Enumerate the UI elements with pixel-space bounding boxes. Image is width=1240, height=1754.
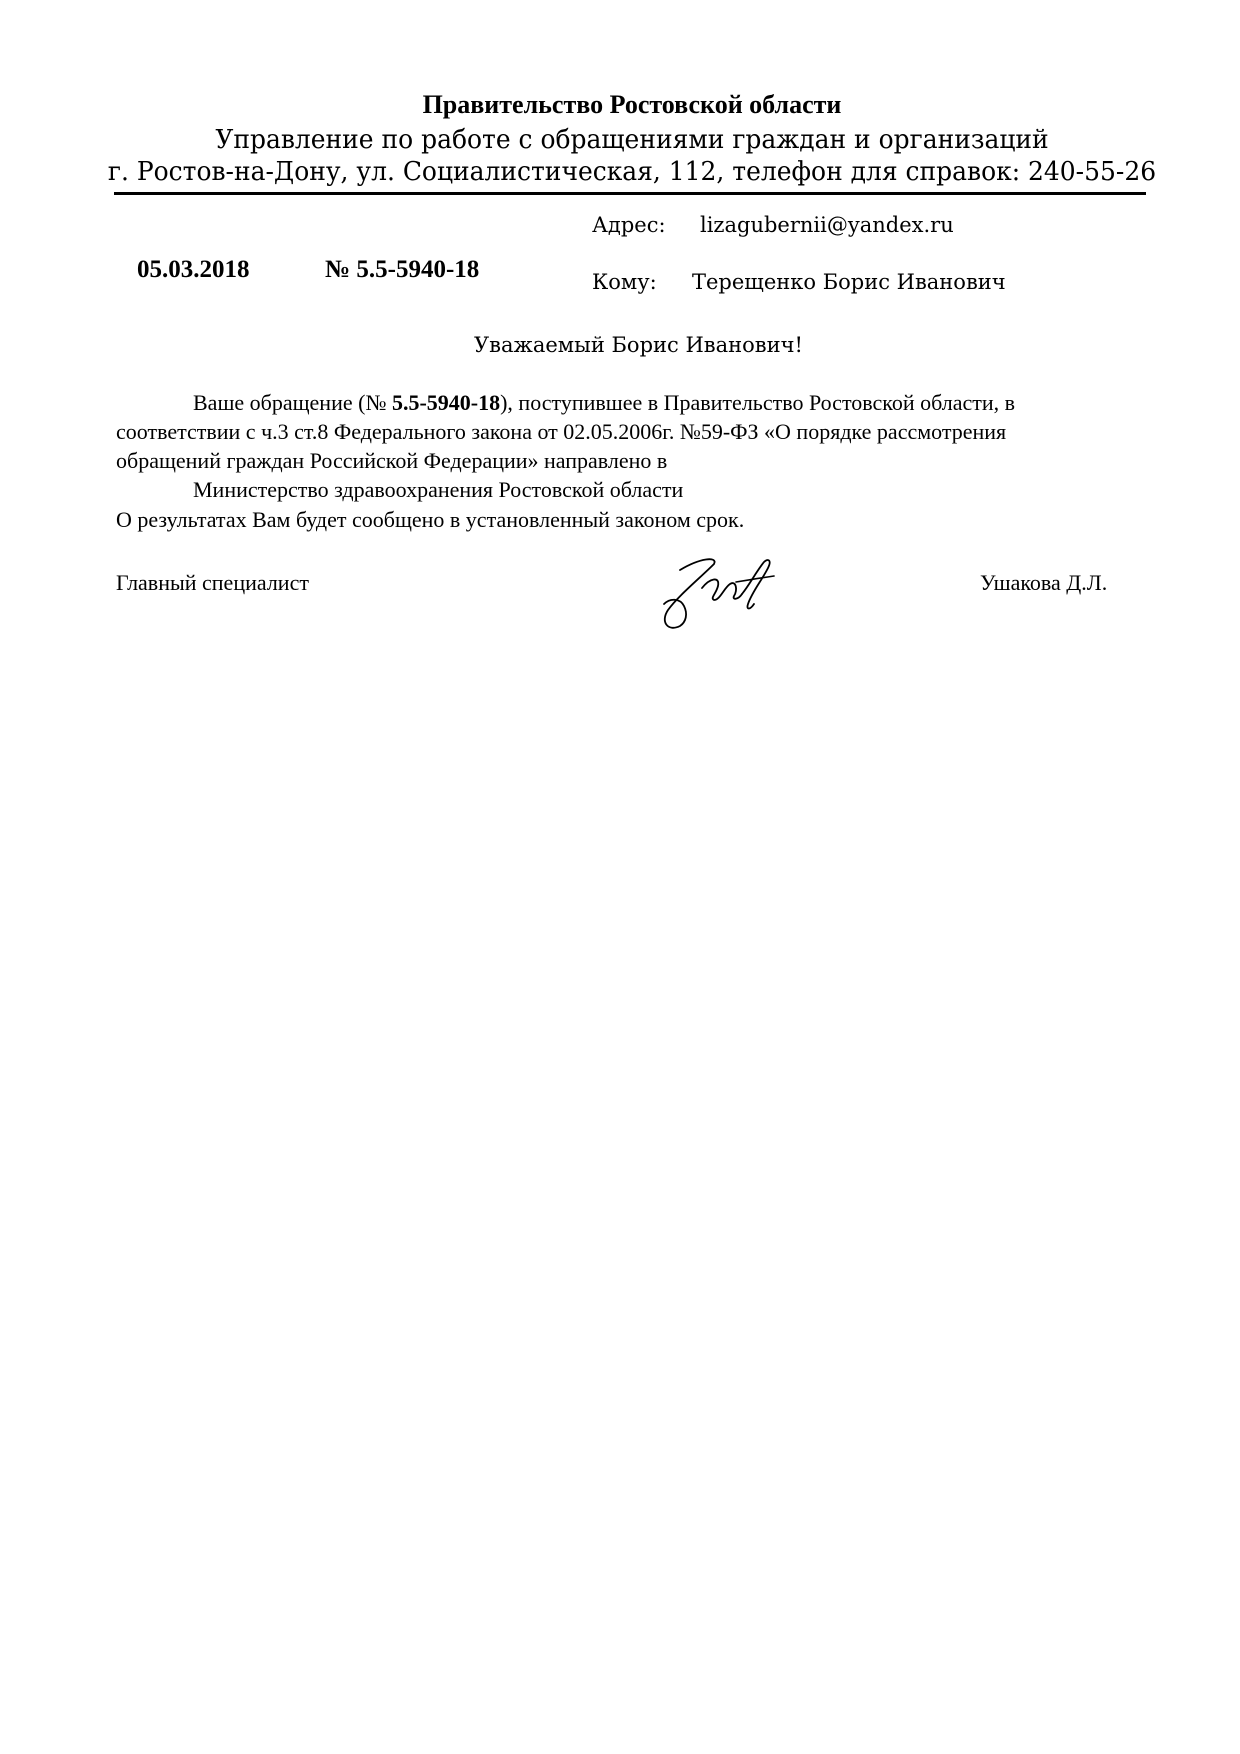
appeal-number: 5.5-5940-18	[391, 390, 501, 415]
address-label: Адрес:	[592, 213, 666, 237]
recipient-label: Кому:	[592, 270, 657, 294]
organization-address: г. Ростов-на-Дону, ул. Социалистическая, 112, телефон для справок: 240-55-26	[107, 157, 1157, 187]
document-date: 05.03.2018	[137, 256, 250, 283]
department-name: Управление по работе с обращениями граждан и организаций	[215, 125, 1049, 155]
document-number: № 5.5-5940-18	[325, 256, 480, 283]
address-value: lizagubernii@yandex.ru	[700, 213, 954, 237]
body-line-1	[193, 388, 1015, 417]
greeting: Уважаемый Борис Иванович!	[474, 333, 803, 357]
result-notice: О результатах Вам будет сообщено в установленный законом срок.	[116, 507, 745, 532]
body-line-2: соответствии с ч.3 ст.8 Федерального закона от 02.05.2006г. №59-ФЗ «О порядке рассмотрения	[116, 419, 1007, 444]
handwritten-signature	[640, 548, 800, 636]
body-text: ), поступившее в Правительство Ростовской области, в	[500, 390, 1016, 415]
organization-title: Правительство Ростовской области	[422, 90, 842, 119]
signatory-role: Главный специалист	[116, 570, 309, 595]
body-line-3: обращений граждан Российской Федерации» направлено в	[116, 448, 668, 473]
body-text: Ваше обращение (№	[193, 390, 392, 415]
header-divider	[114, 192, 1146, 195]
recipient-name: Терещенко Борис Иванович	[692, 270, 1006, 294]
signatory-name: Ушакова Д.Л.	[980, 570, 1108, 595]
ministry-name: Министерство здравоохранения Ростовской области	[193, 477, 684, 502]
